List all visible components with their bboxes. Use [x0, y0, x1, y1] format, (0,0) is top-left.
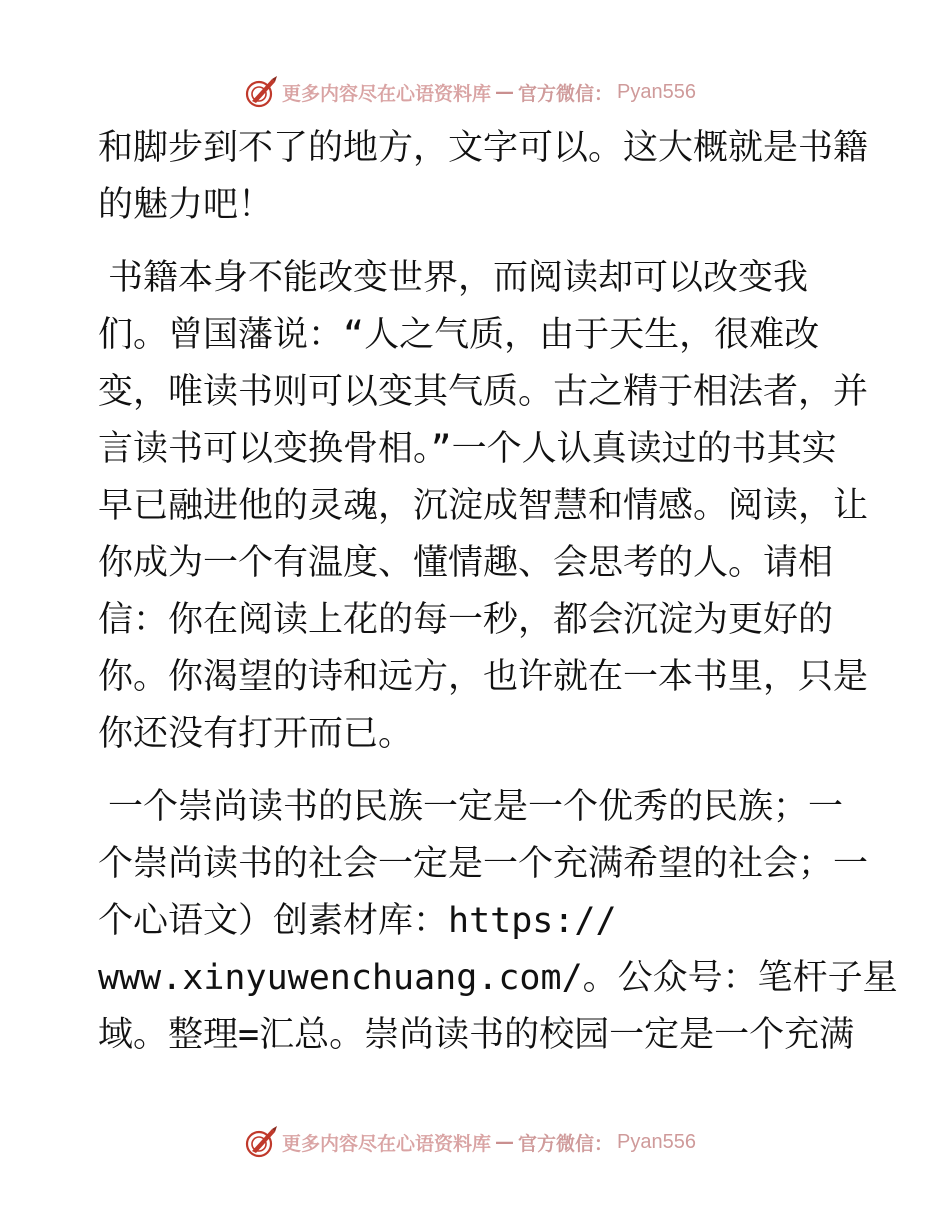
- text-line: 书籍本身不能改变世界，而阅读却可以改变我: [108, 258, 809, 298]
- document-body: [98, 120, 898, 1080]
- text-line: 的魅力吧！: [98, 185, 274, 225]
- footer-wechat-label: 官方微信：: [518, 1132, 614, 1155]
- text-line: www.xinyuwenchuang.com/。公众号：笔杆子星: [98, 958, 898, 998]
- text-line: 言读书可以变换骨相。”一个人认真读过的书其实: [98, 429, 837, 469]
- header-banner-separator: —: [495, 81, 515, 103]
- text-line: 变，唯读书则可以变其气质。古之精于相法者，并: [98, 372, 869, 412]
- header-wechat-id: Pyan556: [617, 80, 696, 103]
- text-line: 你还没有打开而已。: [98, 714, 414, 754]
- paragraph-3: [98, 779, 898, 1064]
- header-banner-content: [244, 75, 696, 109]
- header-wechat-label: 官方微信：: [518, 82, 614, 105]
- text-line: 一个崇尚读书的民族一定是一个优秀的民族；一: [108, 787, 844, 827]
- quill-logo-icon: [244, 75, 278, 109]
- quill-logo-icon: [244, 1125, 278, 1159]
- paragraph-2: [98, 250, 869, 763]
- footer-banner-content: [244, 1125, 696, 1159]
- header-banner-text: 更多内容尽在心语资料库: [282, 82, 492, 105]
- text-line: 信：你在阅读上花的每一秒，都会沉淀为更好的: [98, 600, 834, 640]
- header-banner: [0, 72, 950, 112]
- text-line: 个心语文）创素材库：https://: [98, 901, 617, 941]
- text-line: 域。整理=汇总。崇尚读书的校园一定是一个充满: [98, 1015, 855, 1055]
- text-line: 们。曾国藩说：“人之气质，由于天生，很难改: [98, 315, 820, 355]
- footer-banner: [0, 1122, 950, 1162]
- text-line: 和脚步到不了的地方，文字可以。这大概就是书籍: [98, 128, 869, 168]
- text-line: 早已融进他的灵魂，沉淀成智慧和情感。阅读，让: [98, 486, 869, 526]
- footer-wechat-id: Pyan556: [617, 1130, 696, 1153]
- text-line: 你成为一个有温度、懂情趣、会思考的人。请相: [98, 543, 834, 583]
- footer-banner-separator: —: [495, 1131, 515, 1153]
- footer-banner-text: 更多内容尽在心语资料库: [282, 1132, 492, 1155]
- paragraph-1: [98, 120, 869, 234]
- text-line: 你。你渴望的诗和远方，也许就在一本书里，只是: [98, 657, 869, 697]
- text-line: 个崇尚读书的社会一定是一个充满希望的社会；一: [98, 844, 869, 884]
